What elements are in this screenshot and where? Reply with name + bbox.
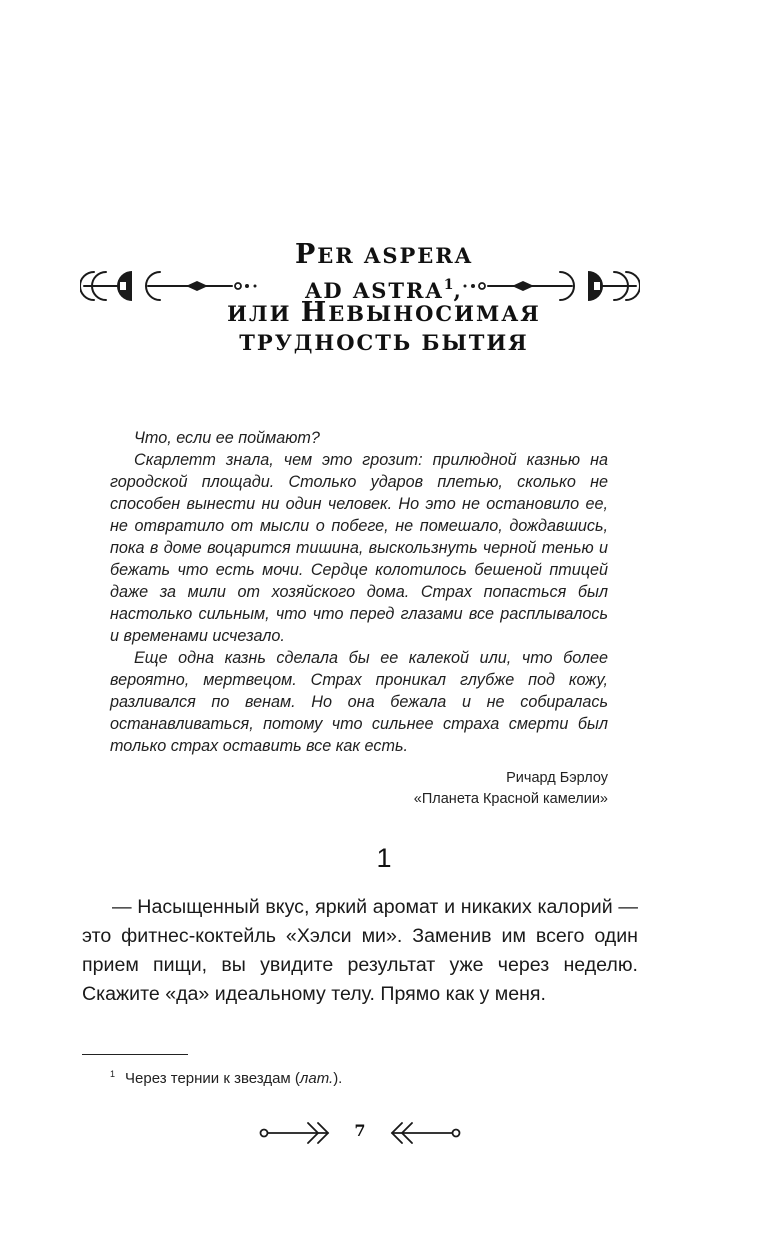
epigraph [110, 427, 608, 757]
epigraph-paragraph: Что, если ее поймают? [134, 429, 320, 447]
epigraph-paragraph: Скарлетт знала, чем это грозит: прилюдной казнью на городской площади. Столько ударов плетью, сколько не способен вынести ни один человек. Но это не остановило ее, не отвратило от мысли о побеге, не помешало, дождавшись, пока в доме воцарится тишина, выскользнуть черной тенью и бежать что есть мочи. Сердце колотилось бешеной птицей даже за мили от хозяйского дома. Страх попасться был настолько сильным, что что перед глазами все расплывалось и временами исчезало. [110, 451, 608, 645]
page-ornament-right [382, 1120, 462, 1146]
body-text [82, 893, 638, 1009]
footnote-mark: 1 [110, 1069, 116, 1079]
chapter-title-line-3: ИЛИ НЕВЫНОСИМАЯ [227, 297, 541, 328]
footnote-divider [82, 1054, 188, 1055]
page-ornament-left [258, 1120, 338, 1146]
chapter-title-line-1: PER ASPERA [294, 239, 474, 270]
epigraph-attribution [110, 768, 608, 810]
page-number: 7 [354, 1121, 366, 1140]
body-paragraph: — Насыщенный вкус, яркий аромат и никаких калорий — это фитнес-коктейль «Хэлси ми». Заменив им всего один прием пищи, вы увидите результат уже через неделю. Скажите «да» идеальному телу. Прямо как у меня. [82, 896, 638, 1005]
epigraph-source: «Планета Красной камелии» [413, 791, 608, 807]
epigraph-paragraph: Еще одна казнь сделала бы ее калекой или, что более вероятно, мертвецом. Страх проникал глубже под кожу, разливался по венам. Но она бежала и не собиралась останавливаться, потому что сильнее страха смерти был только страх оставить все как есть. [110, 649, 608, 755]
chapter-number: 1 [376, 843, 392, 873]
footnote-reference: 1 [443, 277, 454, 293]
footnote: $^1$ Через тернии к звездам (лат.). [110, 1069, 343, 1087]
chapter-title-line-2: AD ASTRA$^1$, [305, 277, 463, 303]
chapter-title-line-4: ТРУДНОСТЬ БЫТИЯ [239, 330, 529, 355]
epigraph-author: Ричард Бэрлоу [506, 770, 608, 786]
